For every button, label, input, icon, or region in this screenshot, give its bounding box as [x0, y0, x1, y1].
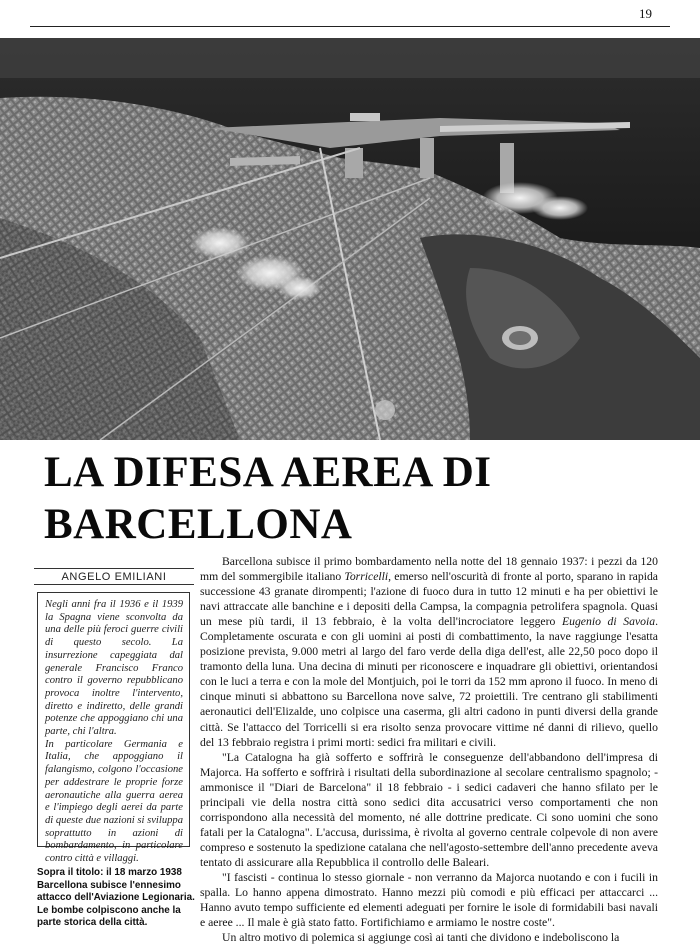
body-text: , emerso nell'oscurità di fronte al porto, sparano in rapida successione 43 granate dirompenti; l'azione di fuoco dura in tutto 12 minuti e ha per obiettivi le navi attraccate alle banchine e i depositi della Campsa, la compagnia petrolifera spagnola. Quasi un mese più tardi, il 13 febbraio, è la volta dell'incrociatore leggero: [200, 570, 658, 629]
page-number: 19: [639, 6, 652, 21]
ship-name-torricelli: Torricelli: [344, 570, 389, 584]
photo-caption: Sopra il titolo: il 18 marzo 1938 Barcellona subisce l'ennesimo attacco dell'Aviazione Legionaria. Le bombe colpiscono anche la parte storica della città.: [37, 867, 195, 929]
header-rule: [30, 26, 670, 27]
intro-paragraph-2: In particolare Germania e Italia, che appoggiano il falangismo, colgono l'occasione per addestrare le proprie forze aeronautiche alla guerra aerea e l'impiego degli aerei da parte di queste due nazioni si sviluppa soprattutto in azioni di bombardamento, in particolare contro città e villaggi.: [45, 738, 184, 865]
article-body: [200, 554, 658, 945]
article-title: [44, 447, 492, 551]
title-line-2: BARCELLONA: [44, 501, 353, 548]
aerial-photo-barcelona-icon: [0, 38, 700, 440]
ship-name-eugenio: Eugenio di Savoia: [561, 615, 656, 629]
body-paragraph-1: [200, 554, 658, 750]
aerial-photo: [0, 38, 700, 440]
intro-box: [37, 592, 190, 865]
body-paragraph-2: "La Catalogna ha già sofferto e soffrirà le conseguenze dell'abbandono dell'impresa di Majorca. Ha sofferto e soffrirà i risultati della subordinazione al secolare centralismo spagnolo; - ammonisce il "Diari de Barcelona" il 18 febbraio - i sedici cadaveri che hanno sfilato per le principali vie della nostra città sono sedici dita accusatrici verso comportamenti che non corrispondono alla necessità del momento, né alle dottrine predicate. Ci sono uomini che sono fatali per la Catalogna". L'accusa, durissima, è rivolta al governo centrale colpevole di non avere compreso e sostenuto la spedizione catalana che nell'agosto-settembre dell'anno precedente aveva tentato di assicurare alla Repubblica il controllo delle Baleari.: [200, 750, 658, 869]
intro-paragraph-1: Negli anni fra il 1936 e il 1939 la Spagna viene sconvolta da una delle più feroci guerre civili di questo secolo. La insurrezione capeggiata dal generale Francisco Franco contro il governo repubblicano provoca inoltre l'intervento, diretto e indiretto, delle grandi potenze che appoggiano chi una parte, chi l'altra.: [45, 599, 183, 738]
body-paragraph-4: Un altro motivo di polemica si aggiunge così ai tanti che dividono e indeboliscono la: [222, 931, 620, 945]
body-text: Barcellona subisce il primo bombardamento nella notte del 18 gennaio 1937: i pezzi da 120 mm del sommergibile italiano: [200, 555, 658, 584]
body-text: . Completamente oscurata e con gli uomini ai posti di combattimento, la nave raggiunge l'esatta posizione prevista, 9.000 metri al largo del faro verde della diga dell'est, alle 22,50 poco dopo il tramonto della luna. Una decina di minuti per riconoscere e inquadrare gli obiettivi, orientandosi con le luci a terra e con la mole del Montjuich, poi le torri da 152 mm aprono il fuoco. In meno di cinque minuti si abbattono su Barcellona nove salve, 72 proiettili. Tre centrano gli stabilimenti aeronautici dell'Elizalde, uno colpisce una caserma, gli altri cadono in punti diversi della grande città. Se l'attacco del Torricelli si era risolto senza provocare vittime né danni di rilievo, quello del 13 febbraio registra i primi morti: sedici fra militari e civili.: [200, 615, 658, 749]
author-byline: ANGELO EMILIANI: [34, 568, 194, 585]
title-line-1: LA DIFESA AEREA DI: [44, 449, 492, 496]
body-paragraph-3: "I fascisti - continua lo stesso giornale - non verranno da Majorca nuotando e con i fucili in spalla. Lo hanno appena dimostrato. Hanno mezzi più comodi e più efficaci per attaccarci ... Hanno avuto tempo sufficiente ed elementi adeguati per fornire le isole di formidabili basi navali e aeree ... Il male è già stato fatto. Fortifichiamo e armiamo le nostre coste".: [200, 870, 658, 930]
